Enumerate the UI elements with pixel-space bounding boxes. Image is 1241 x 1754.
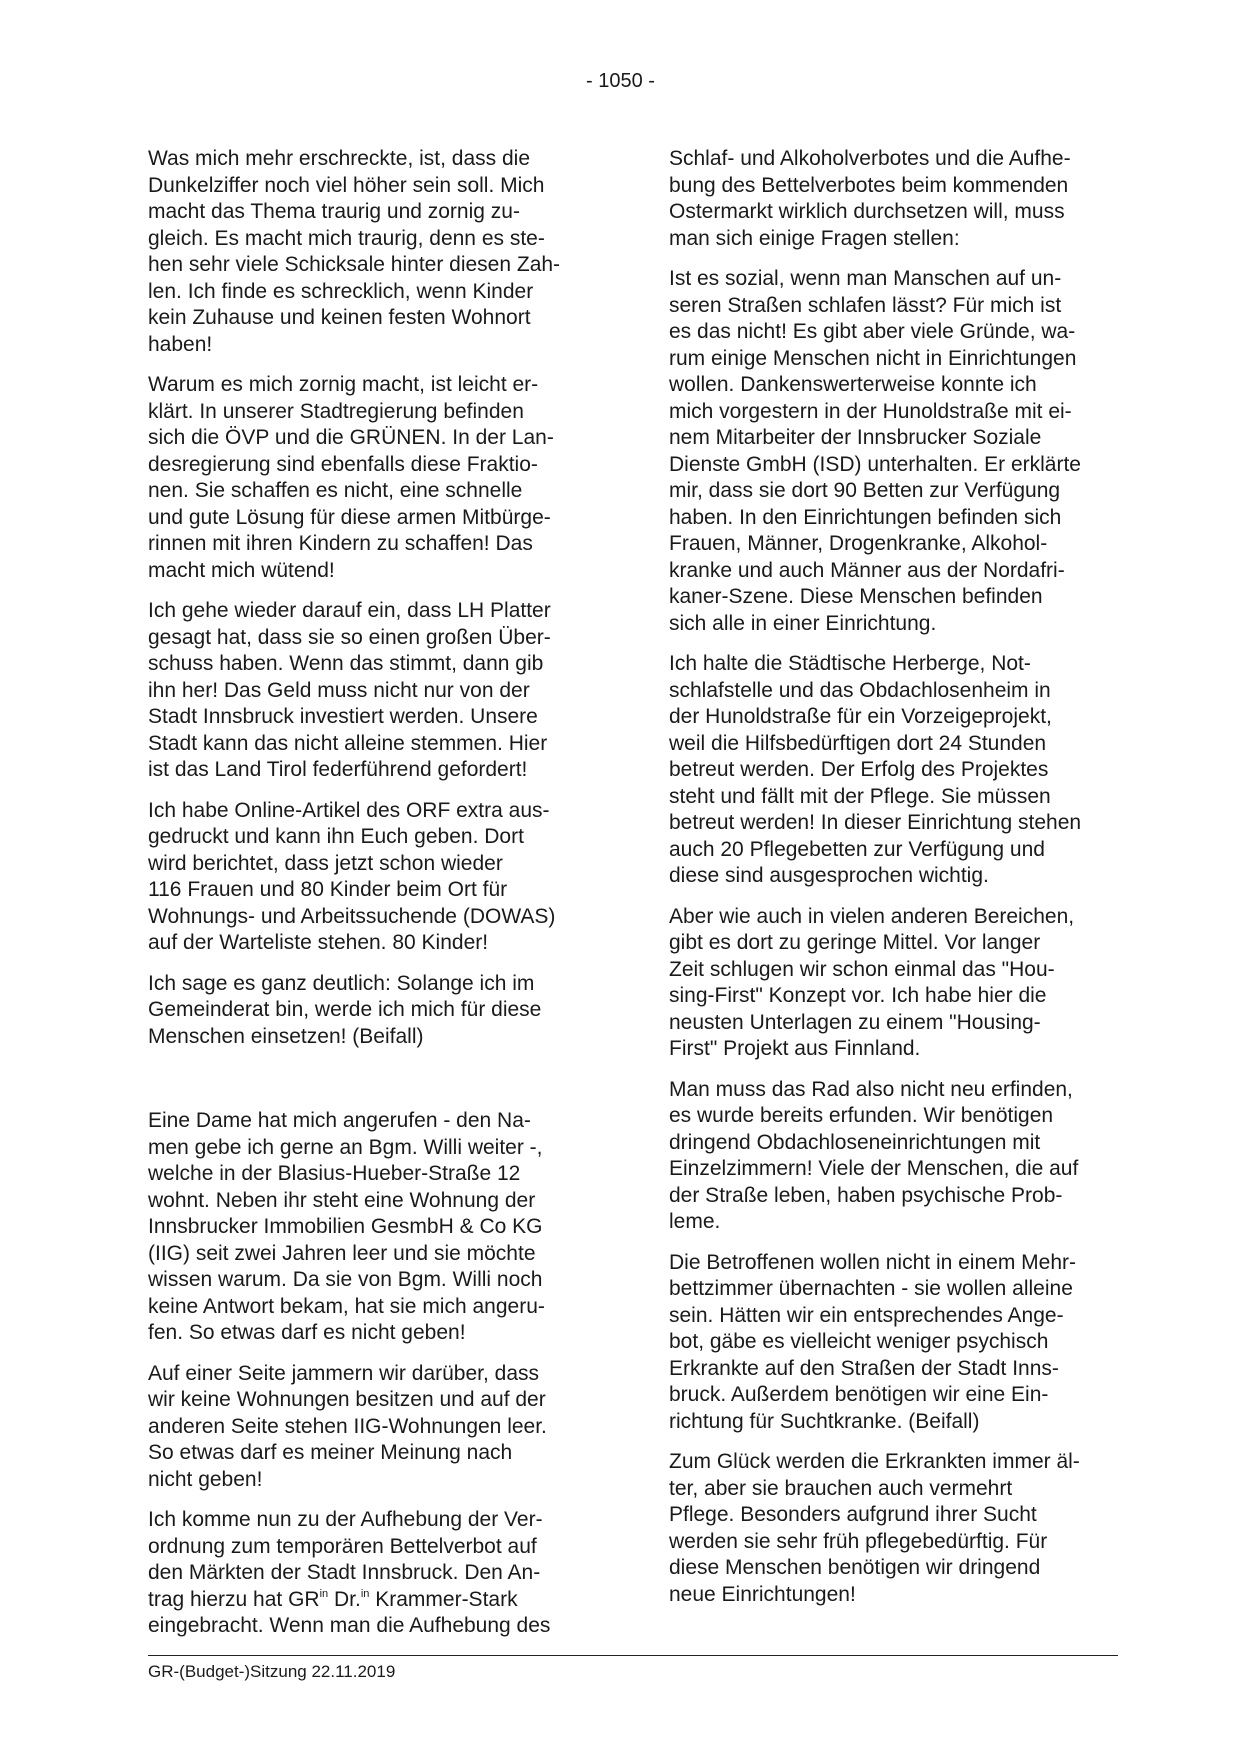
right-column: [669, 146, 1119, 1622]
superscript: in: [319, 1587, 329, 1600]
paragraph-last-left: [148, 1507, 603, 1640]
text-run: Krammer-Stark eingebracht. Wenn man die Aufhebung des: [148, 1587, 551, 1637]
superscript: in: [360, 1587, 370, 1600]
footer-session-label: GR-(Budget-)Sitzung 22.11.2019: [148, 1662, 396, 1681]
paragraph: Ich gehe wieder darauf ein, dass LH Platter gesagt hat, dass sie so einen großen Über- schuss haben. Wenn das stimmt, dann gib ihn her! Das Geld muss nicht nur von der Stadt Innsbruck investiert werden. Unsere Stadt kann das nicht alleine stemmen. Hier ist das Land Tirol federführend gefordert!: [148, 599, 551, 781]
paragraph: Ich halte die Städtische Herberge, Not- schlafstelle und das Obdachlosenheim in der Hunoldstraße für ein Vorzeigeprojekt, weil die Hilfsbedürftigen dort 24 Stunden betreut werden. Der Erfolg des Projektes steht und fällt mit der Pflege. Sie müssen betreut werden! In dieser Einrichtung stehen auch 20 Pflegebetten zur Verfügung und diese sind ausgesprochen wichtig.: [669, 652, 1082, 887]
paragraph: Eine Dame hat mich angerufen - den Na- men gebe ich gerne an Bgm. Willi weiter -, welche in der Blasius-Hueber-Straße 12 wohnt. Neben ihr steht eine Wohnung der Innsbrucker Immobilien GesmbH & Co KG (IIG) seit zwei Jahren leer und sie möchte wissen warum. Da sie von Bgm. Willi noch keine Antwort bekam, hat sie mich angeru- fen. So etwas darf es nicht geben!: [148, 1109, 545, 1344]
paragraph: Man muss das Rad also nicht neu erfinden, es wurde bereits erfunden. Wir benötigen dringend Obdachloseneinrichtungen mit Einzelzimmern! Viele der Menschen, die auf der Straße leben, haben psychische Prob- leme.: [669, 1077, 1079, 1233]
paragraph: Was mich mehr erschreckte, ist, dass die Dunkelziffer noch viel höher sein soll. Mich macht das Thema traurig und zornig zu- gleich. Es macht mich traurig, denn es ste- hen sehr viele Schicksale hinter diesen Zah- len. Ich finde es schrecklich, wenn Kinder kein Zuhause und keinen festen Wohnort haben!: [148, 147, 561, 356]
paragraph: Ist es sozial, wenn man Manschen auf un- seren Straßen schlafen lässt? Für mich ist es das nicht! Es gibt aber viele Gründe, wa- rum einige Menschen nicht in Einrichtungen wollen. Dankenswerterweise konnte ich mich vorgestern in der Hunoldstraße mit ei- nem Mitarbeiter der Innsbrucker Soziale Dienste GmbH (ISD) unterhalten. Er erklärte mir, dass sie dort 90 Betten zur Verfügung haben. In den Einrichtungen befinden sich Frauen, Männer, Drogenkranke, Alkohol- kranke und auch Männer aus der Nordafri- kaner-Szene. Diese Menschen befinden sich alle in einer Einrichtung.: [669, 267, 1081, 635]
page-number: - 1050 -: [586, 70, 655, 92]
text-run: Dr.: [328, 1587, 361, 1611]
paragraph: Die Betroffenen wollen nicht in einem Mehr- bettzimmer übernachten - sie wollen alleine sein. Hätten wir ein entsprechendes Ange- bot, gäbe es vielleicht weniger psychisch Erkrankte auf den Straßen der Stadt Inns- bruck. Außerdem benötigen wir eine Ein- richtung für Suchtkranke. (Beifall): [669, 1250, 1076, 1433]
footer-divider: [148, 1655, 1118, 1656]
paragraph: Warum es mich zornig macht, ist leicht er- klärt. In unserer Stadtregierung befinden sich die ÖVP und die GRÜNEN. In der Lan- desregierung sind ebenfalls diese Fraktio- nen. Sie schaffen es nicht, eine schnelle und gute Lösung für diese armen Mitbürge- rinnen mit ihren Kindern zu schaffen! Das macht mich wütend!: [148, 373, 554, 582]
paragraph: Aber wie auch in vielen anderen Bereichen, gibt es dort zu geringe Mittel. Vor langer Zeit schlugen wir schon einmal das "Hou- sing-First" Konzept vor. Ich habe hier die neusten Unterlagen zu einem "Housing- First" Projekt aus Finnland.: [669, 904, 1075, 1060]
text-run: Ich komme nun zu der Aufhebung der Ver- ordnung zum temporären Bettelverbot auf den Märkten der Stadt Innsbruck. Den An- trag hierzu hat GR: [148, 1508, 543, 1611]
paragraph: Auf einer Seite jammern wir darüber, dass wir keine Wohnungen besitzen und auf der anderen Seite stehen IIG-Wohnungen leer. So etwas darf es meiner Meinung nach nicht geben!: [148, 1361, 547, 1491]
paragraph: Zum Glück werden die Erkrankten immer äl- ter, aber sie brauchen auch vermehrt Pflege. Besonders aufgrund ihrer Sucht werden sie sehr früh pflegebedürftig. Für diese Menschen benötigen wir dringend neue Einrichtungen!: [669, 1450, 1080, 1606]
left-column: [148, 146, 603, 1654]
paragraph: Ich habe Online-Artikel des ORF extra aus- gedruckt und kann ihn Euch geben. Dort wird berichtet, dass jetzt schon wieder 116 Frauen und 80 Kinder beim Ort für Wohnungs- und Arbeitssuchende (DOWAS) auf der Warteliste stehen. 80 Kinder!: [148, 798, 556, 954]
paragraph: Schlaf- und Alkoholverbotes und die Aufhe- bung des Bettelverbotes beim kommenden Ostermarkt wirklich durchsetzen will, muss man sich einige Fragen stellen:: [669, 147, 1071, 250]
paragraph: Ich sage es ganz deutlich: Solange ich im Gemeinderat bin, werde ich mich für diese Menschen einsetzen! (Beifall): [148, 971, 542, 1048]
